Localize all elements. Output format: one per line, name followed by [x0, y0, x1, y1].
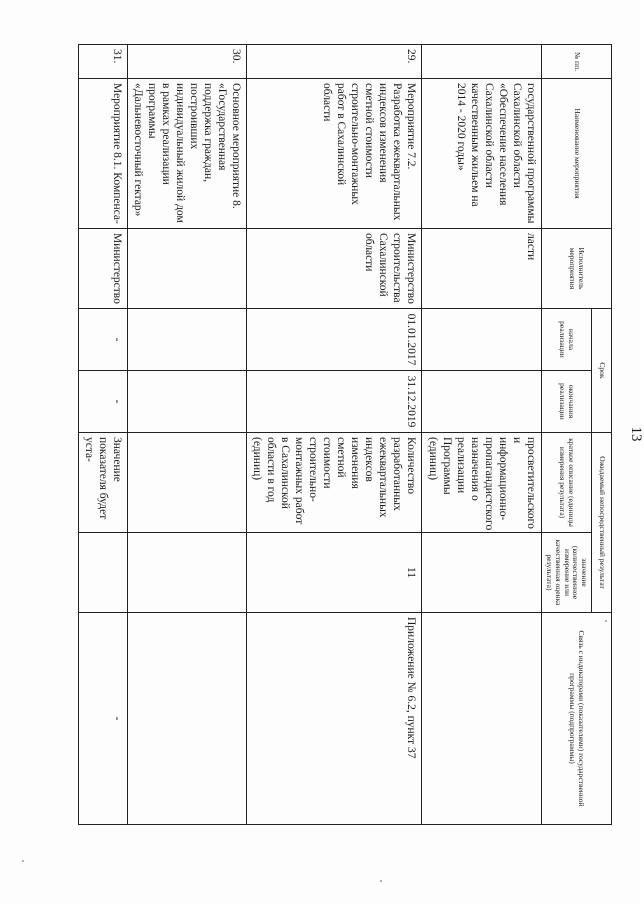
- cell-executor: Министерство строительства Сахалинской области: [246, 229, 421, 309]
- header-term-start: начала реализации: [541, 309, 591, 371]
- cell-num: 31.: [78, 45, 127, 79]
- cell-desc: [127, 433, 246, 533]
- header-link: Связь с индикаторами (показателями) государственной программы (подпрограммы): [541, 613, 611, 825]
- table-row: [421, 45, 541, 825]
- cell-end: 31.12.2019: [246, 371, 421, 433]
- header-term: Срок: [592, 309, 612, 433]
- cell-start: -: [78, 309, 127, 371]
- cell-executor: [127, 229, 246, 309]
- cell-start: 01.01.2017: [246, 309, 421, 371]
- header-executor: Исполнитель мероприятия: [541, 229, 611, 309]
- cell-value: 11: [246, 533, 421, 613]
- cell-num: 29.: [246, 45, 421, 79]
- cell-value: [127, 533, 246, 613]
- table-row: [246, 45, 421, 825]
- cell-link: -: [78, 613, 127, 825]
- page-number: 13: [628, 426, 644, 442]
- cell-num: [421, 45, 541, 79]
- header-row-1: [592, 45, 612, 825]
- cell-executor: ласти: [421, 229, 541, 309]
- cell-name: Мероприятие 7.2. Разработка ежеквартальных индексов изменения сметной стоимости строительно-монтажных работ в Сахалинской области: [246, 79, 421, 229]
- table-row: [78, 45, 127, 825]
- cell-name: Основное мероприятие 8. «Государственная поддержка граждан, построивших индивидуальный жилой дом в рамках реализации программы «Дальневосточный гектар»: [127, 79, 246, 229]
- header-term-end: окончания реализации: [541, 371, 591, 433]
- cell-end: [127, 371, 246, 433]
- cell-desc: Значение показателя будет уста-: [78, 433, 127, 533]
- cell-start: [127, 309, 246, 371]
- cell-end: [421, 371, 541, 433]
- cell-name: государственной программы Сахалинской области «Обеспечение населения Сахалинской области качественным жильем на 2014 - 2020 годы»: [421, 79, 541, 229]
- scan-speck: [380, 880, 382, 882]
- cell-num: 30.: [127, 45, 246, 79]
- cell-link: [421, 613, 541, 825]
- table-row: [127, 45, 246, 825]
- header-expected-value: значение (количественное измерение или качественная оценка результата): [541, 533, 591, 613]
- cell-end: -: [78, 371, 127, 433]
- cell-value: [421, 533, 541, 613]
- cell-name: Мероприятие 8.1. Компенса-: [78, 79, 127, 229]
- scan-speck: [605, 620, 607, 622]
- scan-speck: [22, 860, 24, 862]
- header-name: Наименование мероприятия: [541, 79, 611, 229]
- cell-executor: Министерство: [78, 229, 127, 309]
- cell-link: [127, 613, 246, 825]
- cell-value: [78, 533, 127, 613]
- rotated-table-page: [82, 44, 644, 824]
- cell-desc: Количество разработанных ежеквартальных индексов изменения сметной стоимости строительно-монтажных работ в Сахалинской области в год (единиц): [246, 433, 421, 533]
- cell-start: [421, 309, 541, 371]
- activities-table: [78, 44, 612, 825]
- cell-link: Приложение № 6.2, пункт 37: [246, 613, 421, 825]
- header-num: № пп.: [541, 45, 611, 79]
- cell-desc: просветительского и информационно-пропагандистского назначения о реализации Программы (единиц): [421, 433, 541, 533]
- header-expected-desc: краткое описание (единицы измерения результата): [541, 433, 591, 533]
- header-expected: Ожидаемый непосредственный результат: [592, 433, 612, 613]
